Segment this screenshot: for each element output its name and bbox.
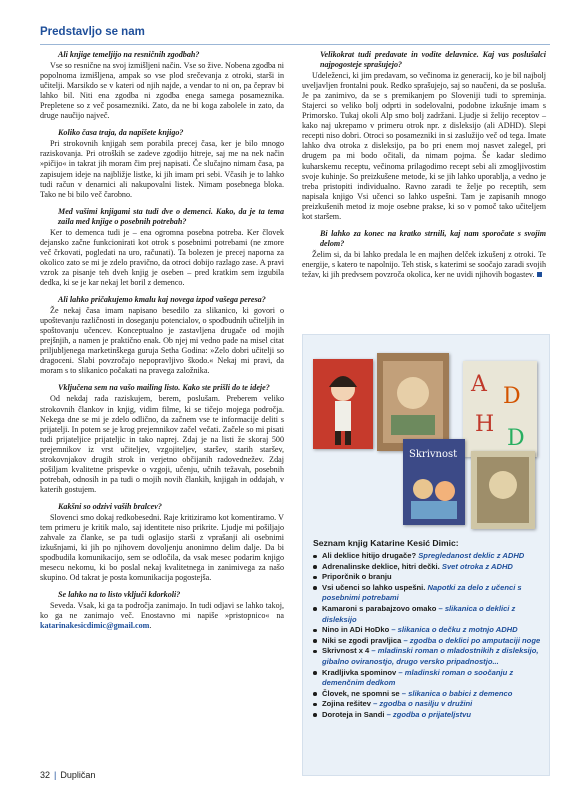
- svg-text:H: H: [475, 412, 495, 437]
- question: Kakšni so odzivi vaših bralcev?: [58, 501, 162, 511]
- list-item: [313, 646, 545, 667]
- question: Bi lahko za konec na kratko strnili, kaj nam sporočate s svojim delom?: [320, 228, 546, 248]
- book-list-box: [302, 334, 550, 776]
- list-item: [313, 562, 545, 573]
- book-subtitle: Napotki za delo z učenci s posebnimi potrebami: [322, 582, 522, 603]
- svg-text:D: D: [507, 426, 525, 451]
- svg-text:Skrivnost: Skrivnost: [409, 449, 458, 460]
- header-rule: [40, 44, 550, 45]
- page-footer: [40, 770, 95, 780]
- book-subtitle: – slikanica o deklici z disleksijo: [322, 603, 516, 624]
- book-title: Kradljivka spominov: [322, 667, 397, 677]
- list-item: [313, 583, 545, 604]
- qa-block: [40, 128, 284, 199]
- page-number: 32: [40, 770, 51, 780]
- answer: Slovenci smo dokaj redkobesedni. Raje kritiziramo kot komentiramo. V tem primeru je kritik malo, saj identitete niso prikrite. Ljudje mi pošiljajo zahvale za članke, se pa tudi oglasijo starši z vprašanji ali osebnimi izkušnjami, ki jih po njihovem dovoljenju anonimno delim dalje. Da bi spodbudila komunikacijo, sem se odločila, da vsak mesec podarim knjigo mesecu nekomu, ki bo poslal nekaj kvalitetnega in zanimivega za našo skupino. Od takrat je posta komunikacija pogostejša.: [40, 512, 284, 583]
- right-column: [302, 50, 546, 287]
- qa-block: [302, 50, 546, 222]
- book-subtitle: – zgodba o deklici po amputaciji noge: [403, 635, 541, 645]
- qa-block: [40, 502, 284, 583]
- book-title: Skrivnost x 4: [322, 646, 370, 656]
- question: Vključena sem na vašo mailing listo. Kako ste prišli do te ideje?: [58, 383, 270, 393]
- answer: Pri strokovnih knjigah sem porabila precej časa, ker je bilo mnogo raziskovanja. Pri otroških se zadeve zgodijo hitreje, saj me na nek način »pičijo« in takrat jih moram čim prej napisati. Če slučajno nimam časa, pa zapisujem ideje na najbližje listke, ki jih imam pri sebi. Včasih je to lahko tudi račun v denarnici ali nakupovalni listek. Nimam posebnega bloka. Tako ne bi bilo več čarobno.: [40, 139, 284, 199]
- kradljivka-cover-icon: [471, 451, 535, 529]
- book-cover: [403, 439, 465, 525]
- question: Ali knjige temeljijo na resničnih zgodbah?: [58, 50, 200, 59]
- svg-text:A: A: [471, 372, 487, 397]
- page-header: [0, 0, 584, 44]
- book-cover: [377, 353, 449, 451]
- book-title: Niki se zgodi pravljica: [322, 635, 402, 645]
- book-title: Doroteja in Sandi: [322, 709, 385, 719]
- svg-text:D: D: [503, 384, 521, 409]
- book-title: Nino in ADi HoDko: [322, 625, 390, 635]
- list-item: [313, 604, 545, 625]
- email-link[interactable]: katarinakesicdimic@gmail.com: [40, 621, 150, 631]
- book-subtitle: – zgodba o prijateljstvu: [386, 709, 471, 719]
- answer: Seveda. Vsak, ki ga ta področja zanimajo. In tudi odjavi se lahko takoj, ko ga ne zanimajo več. Enostavno mi napiše »pristopnico« na katarinakesicdimic@gmail.com.: [40, 601, 284, 631]
- qa-block: [40, 50, 284, 121]
- end-mark-icon: [537, 272, 542, 277]
- qa-block: [302, 229, 546, 280]
- qa-block: [40, 295, 284, 376]
- list-item: [313, 710, 545, 721]
- book-list: [313, 551, 545, 721]
- illustrated-cover-icon: [377, 353, 449, 451]
- book-subtitle: – zgodba o nasilju v družini: [373, 699, 473, 709]
- book-subtitle: Svet otroka z ADHD: [441, 561, 513, 571]
- book-title: Človek, ne spomni se: [322, 688, 400, 698]
- footer-separator: |: [54, 770, 57, 780]
- question: Se lahko na to listo vključi kdorkoli?: [58, 590, 181, 600]
- book-title: Kamaroni s parabajzovo omako: [322, 603, 437, 613]
- book-title: Vsi učenci so lahko uspešni.: [322, 582, 426, 592]
- qa-block: [40, 383, 284, 495]
- answer: [302, 250, 546, 280]
- book-subtitle: – mladinski roman o mladostnikih z disleksijo, gibalno oviranostjo, drugo versko pripadnostjo...: [322, 646, 539, 666]
- list-item: [313, 668, 545, 689]
- question: Med vašimi knjigami sta tudi dve o demenci. Kako, da je ta tema zaila med knjige o posebnih potrebah?: [58, 206, 284, 226]
- answer: Ker to demenca tudi je – ena ogromna posebna potreba. Ker človek dejansko začne funkcionirati kot otrok s posebnimi potrebami (ne zmore več črkovati, pogledati na uro, računati). Ta bolezen je precej naporna za okolico zato se mi je zdelo pravično, da otroci dobijo razlago zase. A pravi vzrok za pisanje teh dveh knjig je oseben – pred kratkim sem izgubila dedka, ki se je kar nekaj let boril z demenco.: [40, 227, 284, 287]
- answer: Vse so resnične na svoj izmišljeni način. Vse so žive. Nobena zgodba ni popolnoma izmišljena, ampak so vse plod srečevanja z otroki, starši in učitelji. Marsikdo se v kateri od njih najde, a vendar to ni on, pa čeprav bi lahko bil. Niti ena zgodba ni zgodba enega samega posameznika. Prepletene so z več posamezniki. Zato, da ne bi koga zabolele in zato, da druge naučijo največ.: [40, 61, 284, 121]
- answer: Udeleženci, ki jim predavam, so večinoma iz generacij, ko je bil najbolj uveljavljen frontalni pouk. Redko sprašujejo, saj so naučeni, da se posluša. Je pa zanimivo, da se s premikanjem po Sloveniji tudi to spreminja. Stajerci so veliko bolj odprti in sodelovalni, podobne izkušnje imam s Primorsko. Tukaj okoli Alp smo bolj zadržani. Ljudje si želijo receptov – kako naj ukrepamo v primeru otrok npr. z disleksijo (ali ADHD). Slepi recepti niso dobri. Otroci so posamezniki in si zaslužijo več od tega. Imate lahko dva otroka z disleksijo, pa bo pri enem moj nasvet zalegel, pri drugem pa mi bodo očitali, da nimam pojma. Še kadar sledimo kuharskemu receptu, večinoma prilagodimo recept sebi ali zmogljivostim svoje kuhinje. So preizkušene metode, ki se jih lahko uporablja, a vedno je treba pristopiti individualno. Ravno zaradi te želje po receptih, sem napisala knjigo Vsi učenci so lahko uspešni. Tam je zapisanih mnogo preizkušenih metod iz moje osebne prakse, ki so v pomoč tako učiteljem kot staršem.: [302, 71, 546, 221]
- book-cover: [471, 451, 535, 529]
- book-title: Zojina rešitev: [322, 699, 371, 709]
- book-title: Priporčnik o branju: [322, 572, 392, 582]
- answer: Že nekaj časa imam napisano besedilo za slikanico, ki govori o upoštevanju različnosti in doseganju potencialov, o spodbudnih učiteljih in spoštovanju učencev. Konceptualno je zastavljena drugače od mojih prejšnjih, a namen je praktično enak. Ob njej mi vedno pade na misel citat priljubljenega marketinškega guruja Setha Godina: »Zelo dobri učitelji so dragoceni. Slabi povzročajo nepopravljivo škodo.« Nekaj mi pravi, da moram s to slikanico počakati na pravega založnika.: [40, 306, 284, 376]
- question: Koliko časa traja, da napišete knjigo?: [58, 128, 184, 138]
- question: Velikokrat tudi predavate in vodite delavnice. Kaj vas poslušalci najpogosteje sprašujejo?: [320, 50, 546, 70]
- book-title: Ali deklice hitijo drugače?: [322, 551, 417, 560]
- girl-illustration-icon: [313, 359, 373, 449]
- answer: Od nekdaj rada raziskujem, berem, poslušam. Preberem veliko strokovnih člankov in knjig, vidim filme, ki se tičejo mojega področja. Nekega dne se mi je zdelo odlično, da začnem vse te informacije deliti s prijatelji. In potem se je krog prejemnikov začel večati. Začele so mi pisati tudi prijateljice prijateljic in tako naprej. Zdaj je na listi že skoraj 500 prejemnikov iz vrst učiteljev, vzgojiteljev, staršev, starih staršev, strokovnjakov drugih strok in verjetno občijanih radovednežev. Zdaj pošiljam kvalitetne prispevke o vzgoji, učenju, učnih težavah, posebnih potrebah, odnosih in pa tudi o mojih novih člankih, knjigah in oddajah, v katerih gostujem.: [40, 394, 284, 494]
- book-subtitle: – slikanica o dečku z motnjo ADHD: [391, 625, 518, 635]
- question: Ali lahko pričakujemo kmalu kaj novega izpod vašega peresa?: [58, 295, 266, 305]
- book-subtitle: – mladinski roman o soočanju z demenčnim dedkom: [322, 667, 514, 688]
- book-subtitle: Spregledanost deklic z ADHD: [418, 551, 525, 560]
- answer-text: Želim si, da bi lahko predala le en majhen delček izkušenj z otroki. Te energije, s katero te napolnijo. Teh stisk, s katerimi se soočajo zaradi svojih težav, ki jih predvsem povzroča okolica, ker ne uvidi njihovih bogastev.: [302, 249, 546, 279]
- book-cover: [313, 359, 373, 449]
- answer-text: Seveda. Vsak, ki ga ta področja zanimajo. In tudi odjavi se lahko takoj, ko ga ne zanimajo več. Enostavno mi napiše »pristopnico« na: [40, 601, 284, 621]
- qa-block: [40, 590, 284, 631]
- list-item: [313, 572, 545, 583]
- book-cover: [463, 361, 537, 457]
- list-item: [313, 689, 545, 700]
- list-item: [313, 625, 545, 636]
- list-item: [313, 636, 545, 647]
- book-subtitle: – slikanica o babici z demenco: [401, 688, 513, 698]
- skrivnost-cover-icon: [403, 439, 465, 525]
- adhd-lettering-icon: [463, 361, 537, 457]
- list-item: [313, 699, 545, 710]
- book-title: Adrenalinske deklice, hitri dečki.: [322, 561, 440, 571]
- left-column: [40, 50, 284, 638]
- section-title: Predstavljo se nam: [40, 26, 145, 38]
- book-list-title: Seznam knjig Katarine Kesić Dimic:: [313, 538, 459, 548]
- book-covers: [303, 335, 549, 531]
- qa-block: [40, 207, 284, 288]
- magazine-name: Dupličan: [60, 770, 96, 780]
- list-item: [313, 551, 545, 562]
